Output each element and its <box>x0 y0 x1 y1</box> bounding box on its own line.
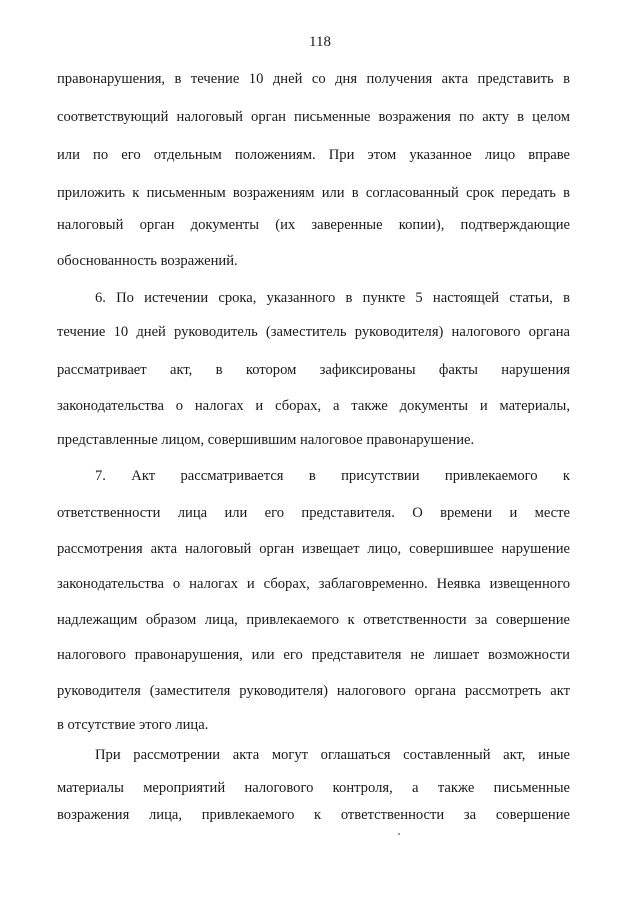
text-line: надлежащим образом лица, привлекаемого к ответственности за совершение <box>57 612 570 628</box>
text-line: течение 10 дней руководитель (заместитель руководителя) налогового органа <box>57 324 570 340</box>
text-line: возражения лица, привлекаемого к ответственности за совершение <box>57 807 570 823</box>
paragraph-6-first-line: 6. По истечении срока, указанного в пункте 5 настоящей статьи, в <box>95 290 570 306</box>
text-line: рассматривает акт, в котором зафиксированы факты нарушения <box>57 362 570 378</box>
text-line: или по его отдельным положениям. При этом указанное лицо вправе <box>57 147 570 163</box>
text-line: законодательства о налогах и сборах, заблаговременно. Неявка извещенного <box>57 576 570 592</box>
paragraph-end-line: обоснованность возражений. <box>57 253 238 269</box>
text-line: руководителя (заместителя руководителя) налогового органа рассмотреть акт <box>57 683 570 699</box>
scan-speck <box>398 833 400 835</box>
text-line: налогового правонарушения, или его представителя не лишает возможности <box>57 647 570 663</box>
page-number: 118 <box>309 34 331 50</box>
text-line: правонарушения, в течение 10 дней со дня получения акта представить в <box>57 71 570 87</box>
text-line: рассмотрения акта налоговый орган извещает лицо, совершившее нарушение <box>57 541 570 557</box>
paragraph-end-line: представленные лицом, совершившим налоговое правонарушение. <box>57 432 475 448</box>
text-line: приложить к письменным возражениям или в согласованный срок передать в <box>57 185 570 201</box>
paragraph-end-line: в отсутствие этого лица. <box>57 717 209 733</box>
paragraph-first-line: При рассмотрении акта могут оглашаться составленный акт, иные <box>95 747 570 763</box>
text-line: материалы мероприятий налогового контроля, а также письменные <box>57 780 570 796</box>
paragraph-7-first-line: 7. Акт рассматривается в присутствии привлекаемого к <box>95 468 570 484</box>
text-line: законодательства о налогах и сборах, а также документы и материалы, <box>57 398 570 414</box>
text-line: налоговый орган документы (их заверенные копии), подтверждающие <box>57 217 570 233</box>
text-line: соответствующий налоговый орган письменные возражения по акту в целом <box>57 109 570 125</box>
text-line: ответственности лица или его представителя. О времени и месте <box>57 505 570 521</box>
